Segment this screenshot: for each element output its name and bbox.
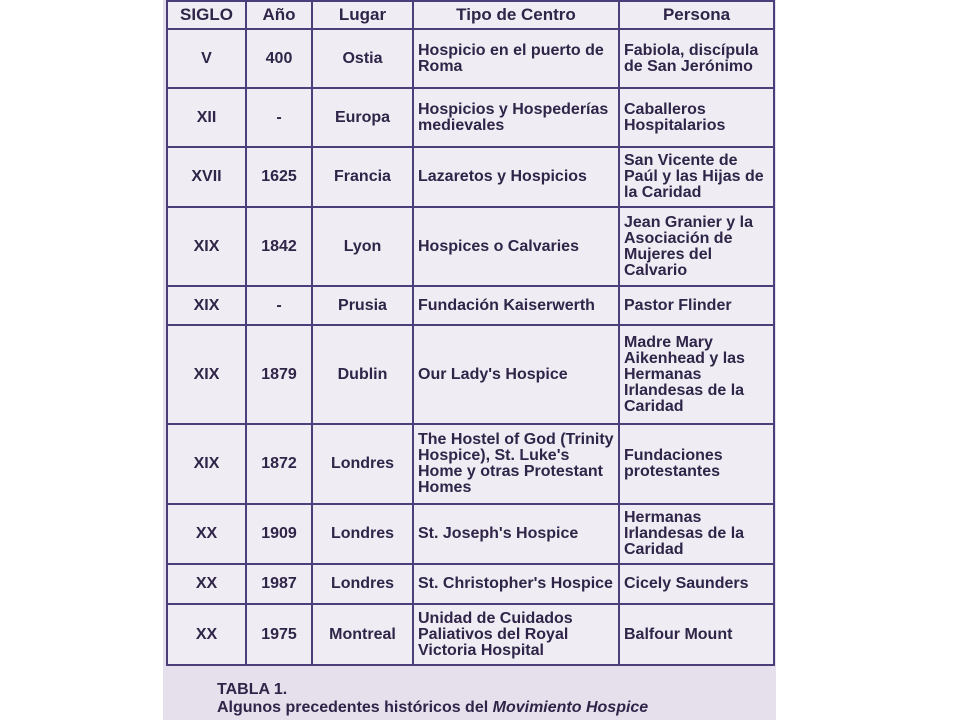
history-table [166, 0, 775, 666]
table-row [167, 604, 774, 665]
cell-tipo: Unidad de Cuidados Paliativos del Royal Victoria Hospital [413, 604, 619, 665]
cell-persona: Hermanas Irlandesas de la Caridad [619, 504, 774, 564]
cell-persona: Madre Mary Aikenhead y las Hermanas Irlandesas de la Caridad [619, 325, 774, 424]
cell-anio: - [246, 88, 312, 147]
cell-tipo: Hospicios y Hospederías medievales [413, 88, 619, 147]
cell-lugar: Londres [312, 564, 413, 604]
cell-lugar: Lyon [312, 207, 413, 286]
cell-lugar: Londres [312, 424, 413, 504]
cell-siglo: XIX [167, 325, 246, 424]
table-row [167, 29, 774, 88]
caption-title: TABLA 1. [217, 681, 288, 698]
caption-description [217, 699, 777, 717]
cell-anio: 400 [246, 29, 312, 88]
cell-siglo: XX [167, 564, 246, 604]
table-row [167, 286, 774, 325]
cell-persona: Cicely Saunders [619, 564, 774, 604]
cell-anio: - [246, 286, 312, 325]
cell-siglo: XIX [167, 286, 246, 325]
table-row [167, 424, 774, 504]
cell-siglo: XIX [167, 424, 246, 504]
cell-anio: 1909 [246, 504, 312, 564]
cell-lugar: Francia [312, 147, 413, 207]
header-siglo: SIGLO [167, 1, 246, 29]
table-caption [217, 681, 777, 717]
table-row [167, 325, 774, 424]
table-row [167, 207, 774, 286]
table-row [167, 88, 774, 147]
cell-tipo: Hospicio en el puerto de Roma [413, 29, 619, 88]
header-anio: Año [246, 1, 312, 29]
header-persona: Persona [619, 1, 774, 29]
cell-anio: 1842 [246, 207, 312, 286]
cell-tipo: St. Joseph's Hospice [413, 504, 619, 564]
cell-lugar: Dublin [312, 325, 413, 424]
cell-siglo: XVII [167, 147, 246, 207]
cell-siglo: XX [167, 604, 246, 665]
cell-lugar: Europa [312, 88, 413, 147]
cell-tipo: Lazaretos y Hospicios [413, 147, 619, 207]
cell-lugar: Montreal [312, 604, 413, 665]
cell-persona: San Vicente de Paúl y las Hijas de la Caridad [619, 147, 774, 207]
cell-persona: Fundaciones protestantes [619, 424, 774, 504]
table-header-row [167, 1, 774, 29]
cell-lugar: Londres [312, 504, 413, 564]
cell-anio: 1625 [246, 147, 312, 207]
table-row [167, 504, 774, 564]
cell-siglo: XX [167, 504, 246, 564]
cell-persona: Jean Granier y la Asociación de Mujeres del Calvario [619, 207, 774, 286]
table-row [167, 564, 774, 604]
cell-persona: Fabiola, discípula de San Jerónimo [619, 29, 774, 88]
cell-siglo: XIX [167, 207, 246, 286]
table-row [167, 147, 774, 207]
cell-persona: Caballeros Hospitalarios [619, 88, 774, 147]
cell-tipo: Hospices o Calvaries [413, 207, 619, 286]
header-lugar: Lugar [312, 1, 413, 29]
cell-lugar: Prusia [312, 286, 413, 325]
header-tipo: Tipo de Centro [413, 1, 619, 29]
cell-anio: 1975 [246, 604, 312, 665]
cell-tipo: Our Lady's Hospice [413, 325, 619, 424]
caption-emphasis: Movimiento Hospice [492, 699, 649, 716]
cell-persona: Balfour Mount [619, 604, 774, 665]
cell-tipo: The Hostel of God (Trinity Hospice), St. Luke's Home y otras Protestant Homes [413, 424, 619, 504]
cell-tipo: St. Christopher's Hospice [413, 564, 619, 604]
cell-persona: Pastor Flinder [619, 286, 774, 325]
cell-tipo: Fundación Kaiserwerth [413, 286, 619, 325]
cell-anio: 1987 [246, 564, 312, 604]
cell-anio: 1872 [246, 424, 312, 504]
cell-anio: 1879 [246, 325, 312, 424]
caption-prefix: Algunos precedentes históricos del [217, 699, 493, 716]
cell-siglo: XII [167, 88, 246, 147]
cell-lugar: Ostia [312, 29, 413, 88]
cell-siglo: V [167, 29, 246, 88]
